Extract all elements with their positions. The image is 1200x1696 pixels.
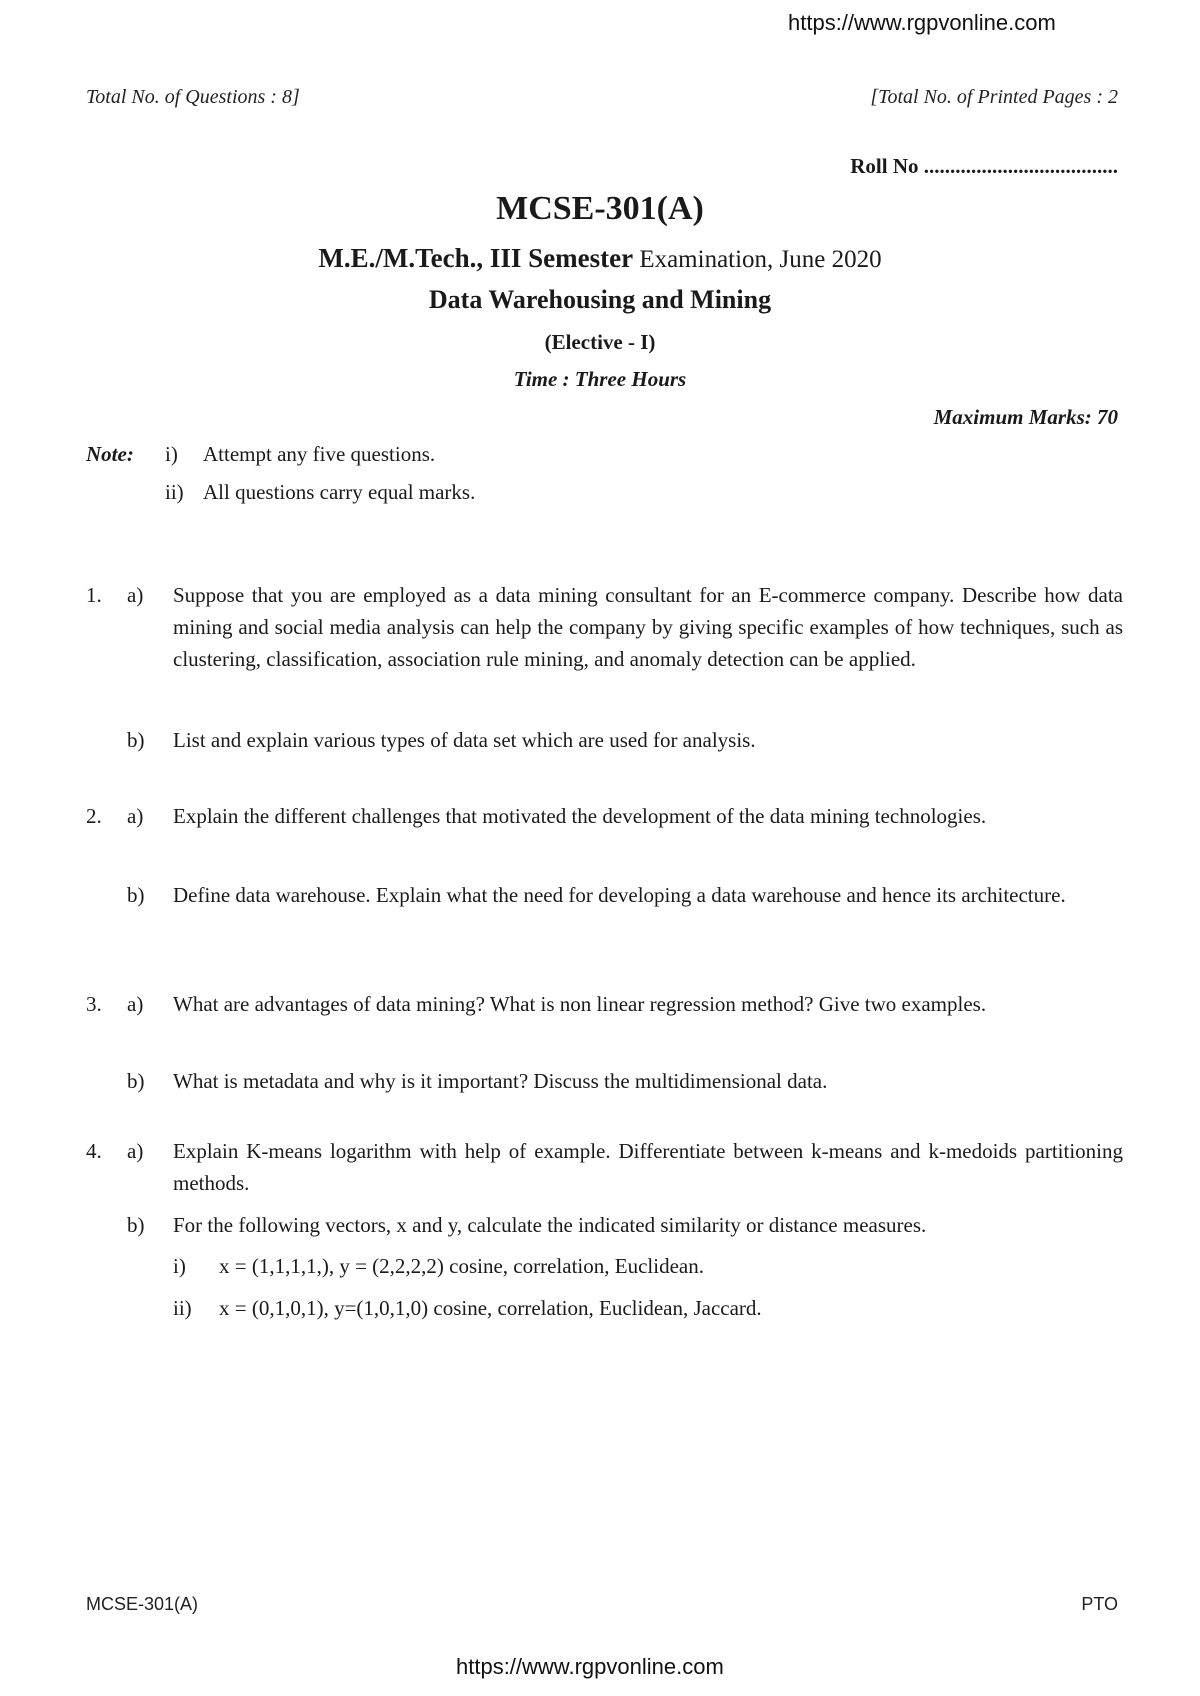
subpart-text: x = (1,1,1,1,), y = (2,2,2,2) cosine, correlation, Euclidean. xyxy=(219,1254,704,1278)
subpart-number: ii) xyxy=(173,1296,192,1320)
question-part-label: b) xyxy=(127,728,145,752)
question-number: 2. xyxy=(86,804,102,828)
question-number: 1. xyxy=(86,583,102,607)
question-part-label: b) xyxy=(127,1069,145,1093)
roll-no: Roll No ..................................... xyxy=(850,154,1118,178)
question-part-label: a) xyxy=(127,1139,144,1163)
semester-line xyxy=(0,243,1200,274)
question-part-text: Explain the different challenges that motivated the development of the data mining technologies. xyxy=(173,804,987,828)
question-part-text: What are advantages of data mining? What is non linear regression method? Give two examples. xyxy=(173,992,987,1016)
elective-label: (Elective - I) xyxy=(544,330,656,354)
subpart-number: i) xyxy=(173,1254,186,1278)
footer-pto: PTO xyxy=(1081,1594,1118,1614)
note-item-text: Attempt any five questions. xyxy=(203,442,436,466)
watermark-url-top: https://www.rgpvonline.com xyxy=(788,10,1056,35)
question-part-text: List and explain various types of data set which are used for analysis. xyxy=(173,728,756,752)
question-part-label: b) xyxy=(127,883,145,907)
semester-bold: M.E./M.Tech., III Semester xyxy=(318,243,634,273)
question-number: 3. xyxy=(86,992,102,1016)
question-part-label: a) xyxy=(127,992,144,1016)
total-pages: [Total No. of Printed Pages : 2 xyxy=(870,86,1118,108)
question-part-label: b) xyxy=(127,1213,145,1237)
note-item-text: All questions carry equal marks. xyxy=(203,480,476,504)
question-number: 4. xyxy=(86,1139,102,1163)
question-part-label: a) xyxy=(127,583,144,607)
subject-title: Data Warehousing and Mining xyxy=(428,285,772,314)
footer-paper-code: MCSE-301(A) xyxy=(86,1594,199,1614)
question-part-text: For the following vectors, x and y, calculate the indicated similarity or distance measures. xyxy=(173,1213,927,1237)
question-part-text: Explain K-means logarithm with help of example. Differentiate between k-means and k-medoids partitioning methods. xyxy=(173,1139,1123,1195)
note-item-num: i) xyxy=(165,442,178,466)
subpart-text: x = (0,1,0,1), y=(1,0,1,0) cosine, correlation, Euclidean, Jaccard. xyxy=(219,1296,762,1320)
question-part-label: a) xyxy=(127,804,144,828)
time-label: Time : Three Hours xyxy=(513,367,687,391)
question-part-text: Suppose that you are employed as a data mining consultant for an E-commerce company. Describe how data mining and social media analysis can help the company by giving specific examples of how techniques, such as clustering, classification, association rule mining, and anomaly detection can be applied. xyxy=(173,583,1123,671)
semester-rest: Examination, June 2020 xyxy=(633,246,882,273)
question-part-text: What is metadata and why is it important? Discuss the multidimensional data. xyxy=(173,1069,828,1093)
watermark-url-bottom: https://www.rgpvonline.com xyxy=(456,1654,724,1679)
paper-code: MCSE-301(A) xyxy=(496,190,704,227)
max-marks: Maximum Marks: 70 xyxy=(933,405,1118,429)
total-questions: Total No. of Questions : 8] xyxy=(86,86,300,108)
note-label: Note: xyxy=(86,442,134,466)
question-part-text: Define data warehouse. Explain what the need for developing a data warehouse and hence its architecture. xyxy=(173,883,1066,907)
note-item-num: ii) xyxy=(165,480,184,504)
